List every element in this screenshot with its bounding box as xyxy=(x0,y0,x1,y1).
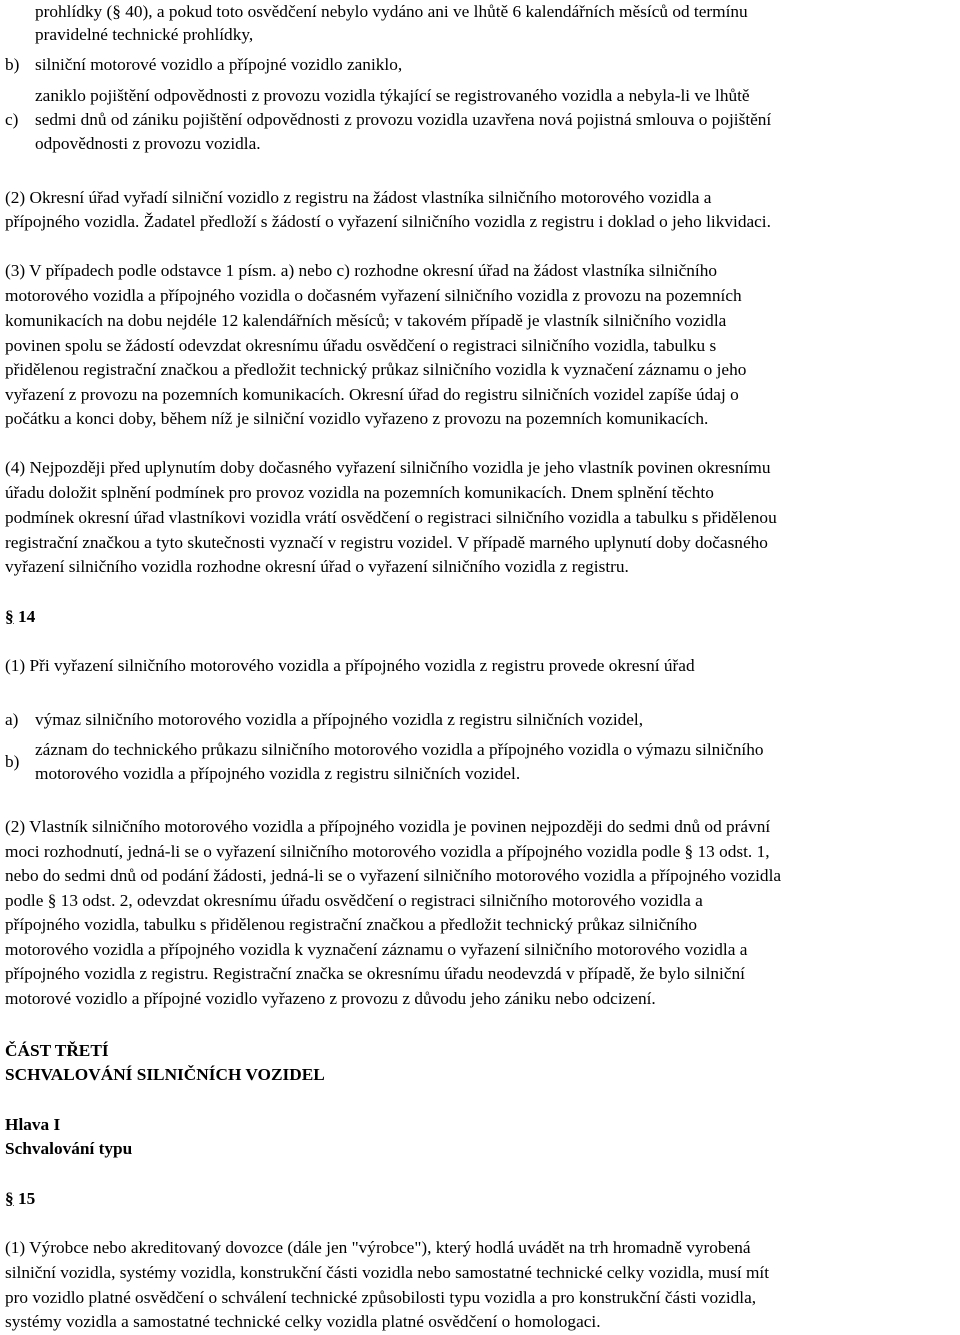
text-line: motorového vozidla a přípojného vozidla o dočasném vyřazení silničního vozidla z provozu na pozemních xyxy=(5,286,742,305)
text-line: pro vozidlo platné osvědčení o schválení technické způsobilosti typu vozidla a pro konstrukční části vozidla, xyxy=(5,1288,757,1307)
section-number: 14 xyxy=(17,607,36,626)
list-label-c: c) xyxy=(5,110,19,129)
text-line: prohlídky (§ 40), a pokud toto osvědčení nebylo vydáno ani ve lhůtě 6 kalendářních měsíců od termínu xyxy=(35,2,748,21)
text-line: (4) Nejpozději před uplynutím doby dočasného vyřazení silničního vozidla je jeho vlastník povinen okresnímu xyxy=(5,458,771,477)
text-line: vyřazení silničního vozidla rozhodne okresní úřad o vyřazení silničního vozidla z registru. xyxy=(5,557,629,576)
text-line: sedmi dnů od zániku pojištění odpovědnosti z provozu vozidla uzavřena nová pojistná smlouva o pojištění xyxy=(35,110,772,129)
text-line: (1) Výrobce nebo akreditovaný dovozce (dále jen "výrobce"), který hodlá uvádět na trh hromadně vyrobená xyxy=(5,1238,751,1257)
text-line: (2) Vlastník silničního motorového vozidla a přípojného vozidla je povinen nejpozději do sedmi dnů od právní xyxy=(5,817,771,836)
text-line: systémy vozidla a samostatné technické celky vozidla platné osvědčení o homologaci. xyxy=(5,1312,601,1331)
text-line: moci rozhodnutí, jedná-li se o vyřazení silničního motorového vozidla a přípojného vozidla podle § 13 odst. 1, xyxy=(5,842,770,861)
text-line: (3) V případech podle odstavce 1 písm. a) nebo c) rozhodne okresní úřad na žádost vlastníka silničního xyxy=(5,261,718,280)
text-line: registrační značkou a tyto skutečnosti vyznačí v registru vozidel. V případě marného uplynutí doby dočasného xyxy=(5,533,768,552)
text-line: počátku a konci doby, během níž je silniční vozidlo vyřazeno z provozu na pozemních komunikacích. xyxy=(5,409,709,428)
list-label-b: b) xyxy=(5,752,20,771)
section-symbol: § xyxy=(5,607,14,626)
text-line: motorové vozidlo a přípojné vozidlo vyřazeno z provozu z důvodu jeho zániku nebo odcizení. xyxy=(5,989,656,1008)
section-number: 15 xyxy=(17,1189,36,1208)
text-line: přípojného vozidla z registru. Registrační značka se okresnímu úřadu neodevzdá v případě, že bylo silniční xyxy=(5,964,745,983)
text-line: vyřazení z provozu na pozemních komunikacích. Okresní úřad do registru silničních vozidel zapíše údaj o xyxy=(5,385,739,404)
text-line: komunikacích na dobu nejdéle 12 kalendářních měsíců; v takovém případě je vlastník silničního vozidla xyxy=(5,311,727,330)
text-line: pravidelné technické prohlídky, xyxy=(35,25,254,44)
section-heading-15 xyxy=(5,1187,35,1212)
text-line: odpovědnosti z provozu vozidla. xyxy=(35,134,261,153)
text-line: podle § 13 odst. 2, odevzdat okresnímu úřadu osvědčení o registraci silničního motorového vozidla a xyxy=(5,891,703,910)
list-label-a: a) xyxy=(5,710,19,729)
chapter-title: Hlava I xyxy=(5,1115,61,1134)
text-line: podmínek okresní úřad vlastníkovi vozidla vrátí osvědčení o registraci silničního vozidla a tabulku s přidělenou xyxy=(5,508,777,527)
section-heading-14 xyxy=(5,605,35,630)
text-line: (2) Okresní úřad vyřadí silniční vozidlo z registru na žádost vlastníka silničního motorového vozidla a xyxy=(5,188,712,207)
text-line: motorového vozidla a přípojného vozidla z registru silničních vozidel. xyxy=(35,764,521,783)
text-line: povinen spolu se žádostí odevzdat okresnímu úřadu osvědčení o registraci silničního vozidla, tabulku s xyxy=(5,336,717,355)
text-line: (1) Při vyřazení silničního motorového vozidla a přípojného vozidla z registru provede okresní úřad xyxy=(5,656,695,675)
list-label-b: b) xyxy=(5,55,20,74)
section-symbol: § xyxy=(5,1189,14,1208)
text-line: silniční vozidla, systémy vozidla, konstrukční části vozidla nebo samostatné technické celky vozidla, musí mít xyxy=(5,1263,770,1282)
text-line: výmaz silničního motorového vozidla a přípojného vozidla z registru silničních vozidel, xyxy=(35,710,644,729)
text-line: záznam do technického průkazu silničního motorového vozidla a přípojného vozidla o výmazu silničního xyxy=(35,740,764,759)
text-line: motorového vozidla a přípojného vozidla k vyznačení záznamu o vyřazení silničního motorového vozidla a xyxy=(5,940,748,959)
part-subtitle: SCHVALOVÁNÍ SILNIČNÍCH VOZIDEL xyxy=(5,1065,325,1084)
chapter-subtitle: Schvalování typu xyxy=(5,1139,133,1158)
text-line: přidělenou registrační značkou a předložit technický průkaz silničního vozidla k vyznačení záznamu o jeho xyxy=(5,360,747,379)
part-title: ČÁST TŘETÍ xyxy=(5,1041,109,1060)
text-line: silniční motorové vozidlo a přípojné vozidlo zaniklo, xyxy=(35,55,403,74)
text-line: zaniklo pojištění odpovědnosti z provozu vozidla týkající se registrovaného vozidla a nebyla-li ve lhůtě xyxy=(35,86,750,105)
text-line: přípojného vozidla. Žadatel předloží s žádostí o vyřazení silničního vozidla z registru i doklad o jeho likvidaci. xyxy=(5,212,771,231)
text-line: nebo do sedmi dnů od podání žádosti, jedná-li se o vyřazení silničního motorového vozidla a přípojného vozidla xyxy=(5,866,782,885)
text-line: úřadu doložit splnění podmínek pro provoz vozidla na pozemních komunikacích. Dnem splnění těchto xyxy=(5,483,714,502)
text-line: přípojného vozidla, tabulku s přidělenou registrační značkou a předložit technický průkaz silničního xyxy=(5,915,697,934)
